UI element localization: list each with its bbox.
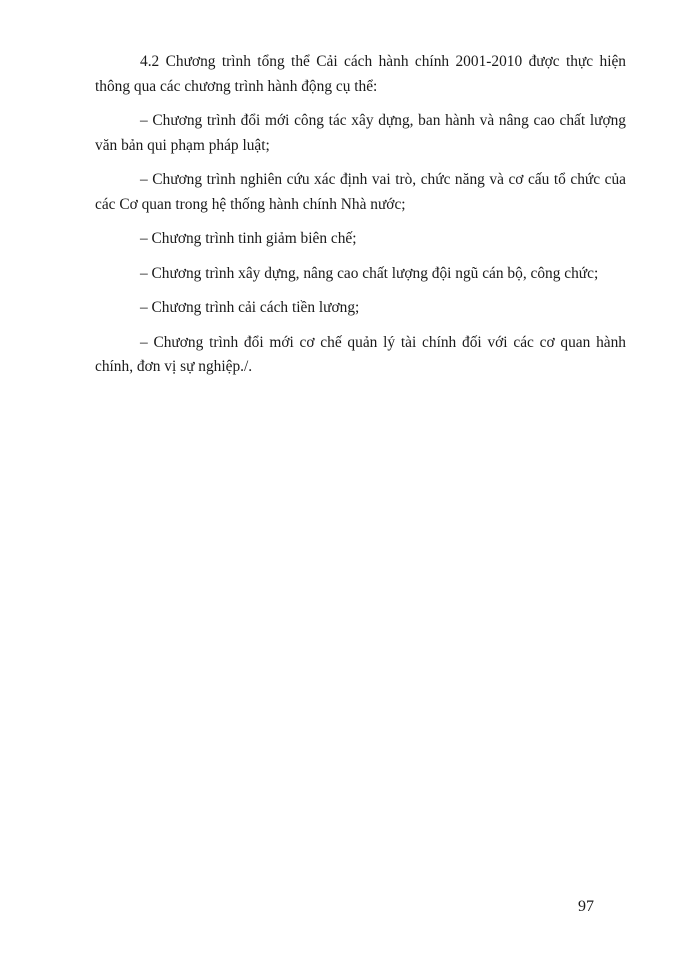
program-item-salary-reform: – Chương trình cải cách tiền lương; (140, 299, 360, 316)
program-item-financial-management: – Chương trình đổi mới cơ chế quản lý tài chính đối với các cơ quan hành chính, đơn vị sự nghiệp./. (95, 333, 626, 375)
page-number: 97 (578, 898, 594, 915)
program-item-staff-reduction: – Chương trình tinh giảm biên chế; (140, 230, 357, 247)
program-item-organizational-structure: – Chương trình nghiên cứu xác định vai trò, chức năng và cơ cấu tổ chức của các Cơ quan trong hệ thống hành chính Nhà nước; (95, 171, 626, 213)
program-item-legal-documents: – Chương trình đổi mới công tác xây dựng, ban hành và nâng cao chất lượng văn bản qui phạm pháp luật; (95, 112, 626, 154)
document-body (95, 50, 626, 390)
program-item-civil-servant-quality: – Chương trình xây dựng, nâng cao chất lượng đội ngũ cán bộ, công chức; (140, 264, 599, 282)
section-intro-paragraph: 4.2 Chương trình tổng thể Cải cách hành chính 2001-2010 được thực hiện thông qua các chương trình hành động cụ thể: (95, 53, 626, 95)
